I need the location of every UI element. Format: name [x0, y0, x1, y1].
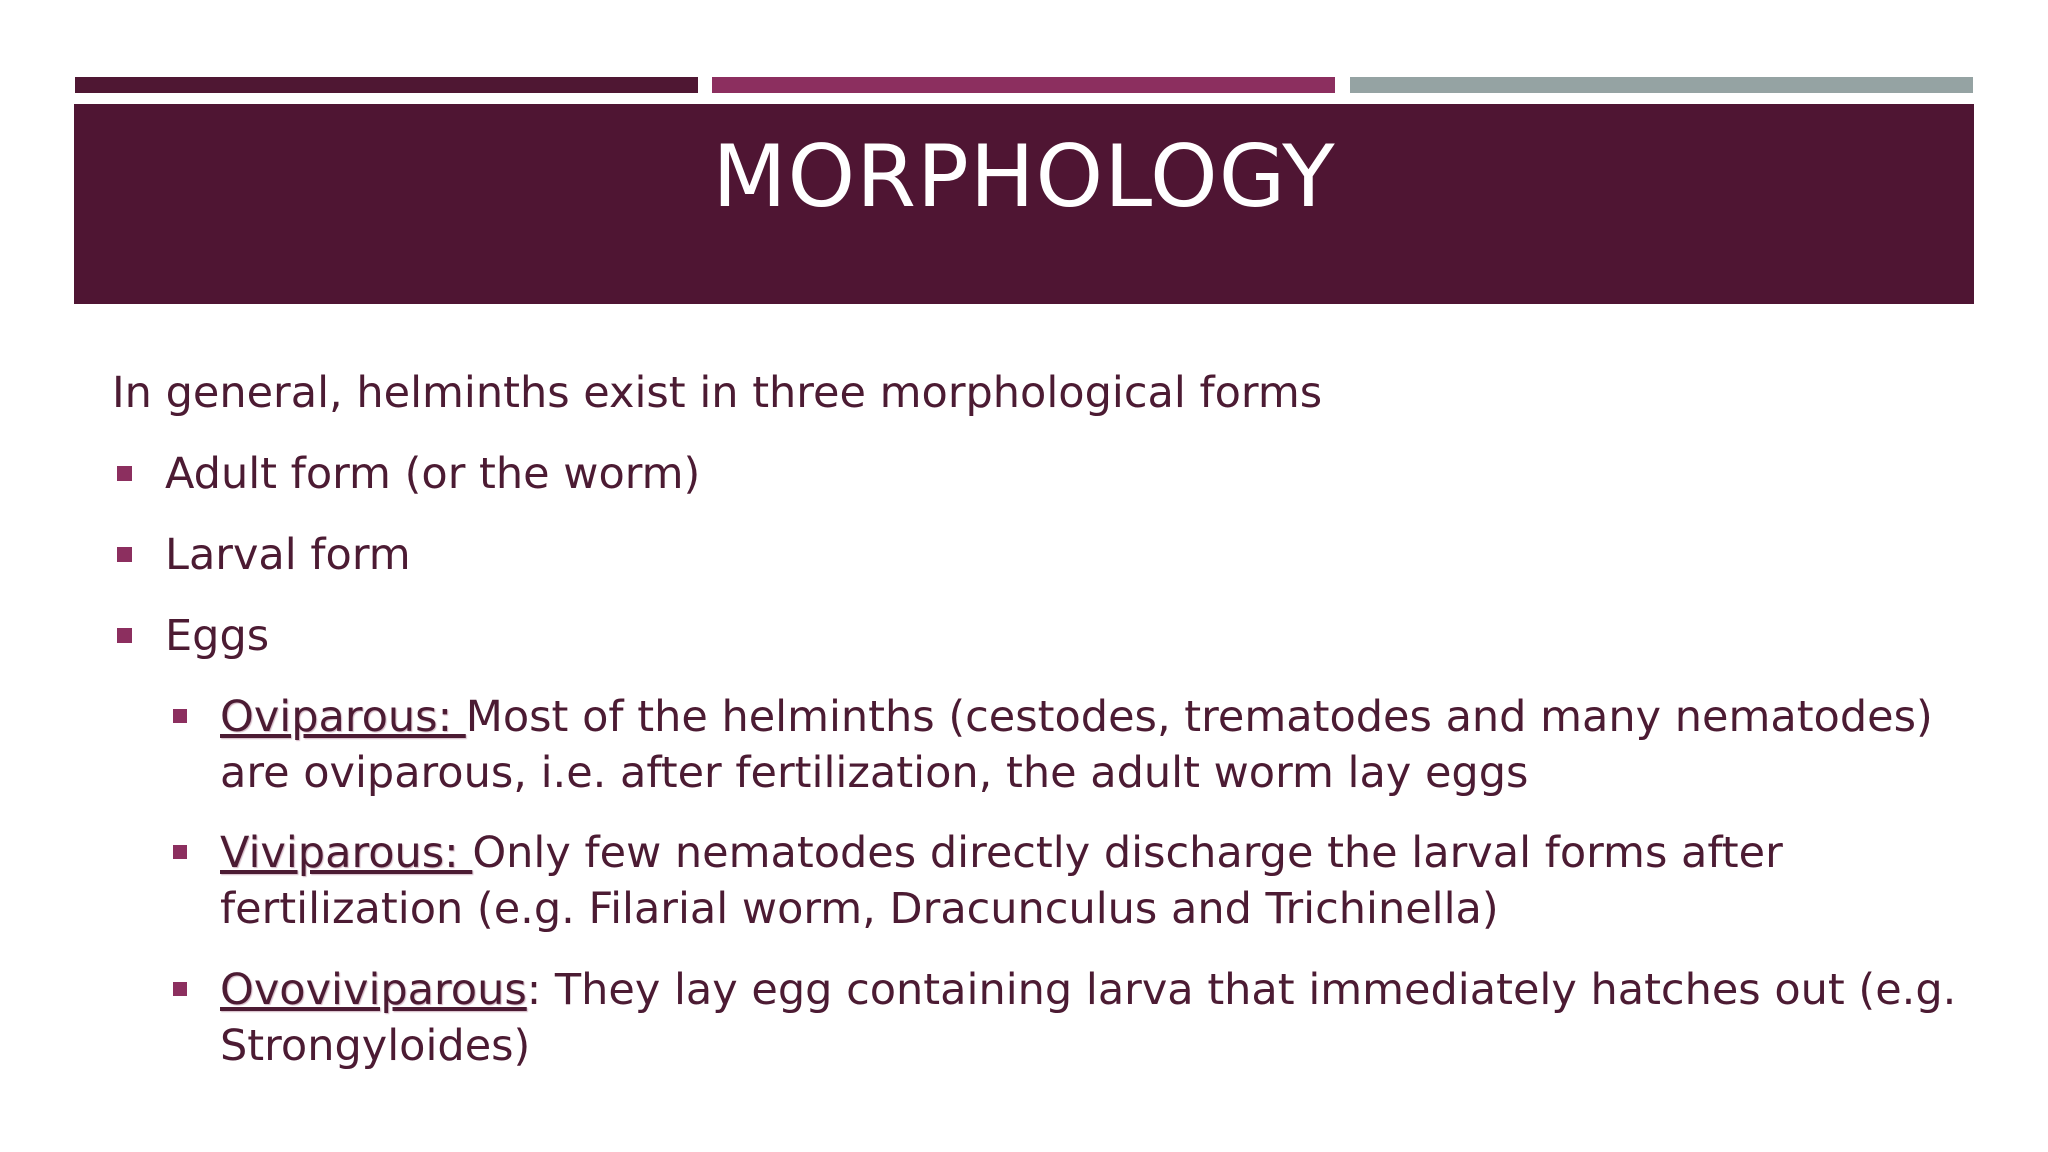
bullet-marker-icon — [117, 547, 132, 562]
viviparous-description: Only few nematodes directly discharge the larval forms after fertilization (e.g. Filarial worm, Dracunculus and Trichinella) — [220, 828, 1783, 934]
bullet-marker-icon — [117, 466, 132, 481]
term-ovoviviparous: Ovoviviparous — [220, 965, 527, 1015]
sub-bullet-ovoviviparous — [220, 962, 1960, 1074]
term-viviparous: Viviparous: — [220, 828, 473, 878]
bullet-adult-form: Adult form (or the worm) — [165, 449, 701, 499]
bullet-larval-form: Larval form — [165, 530, 411, 580]
sub-bullet-viviparous — [220, 825, 1960, 937]
slide-title: MORPHOLOGY — [712, 127, 1336, 227]
sub-bullet-marker-icon — [173, 982, 187, 996]
sub-bullet-marker-icon — [173, 845, 187, 859]
bullet-eggs: Eggs — [165, 611, 270, 661]
ovoviviparous-description: : They lay egg containing larva that immediately hatches out (e.g. Strongyloides) — [220, 965, 1957, 1071]
term-oviparous: Oviparous: — [220, 692, 466, 742]
sub-bullet-oviparous — [220, 689, 1960, 801]
oviparous-description: Most of the helminths (cestodes, trematodes and many nematodes) are oviparous, i.e. after fertilization, the adult worm lay eggs — [220, 692, 1933, 798]
intro-text: In general, helminths exist in three morphological forms — [112, 368, 1323, 418]
bullet-marker-icon — [117, 628, 132, 643]
sub-bullet-marker-icon — [173, 709, 187, 723]
